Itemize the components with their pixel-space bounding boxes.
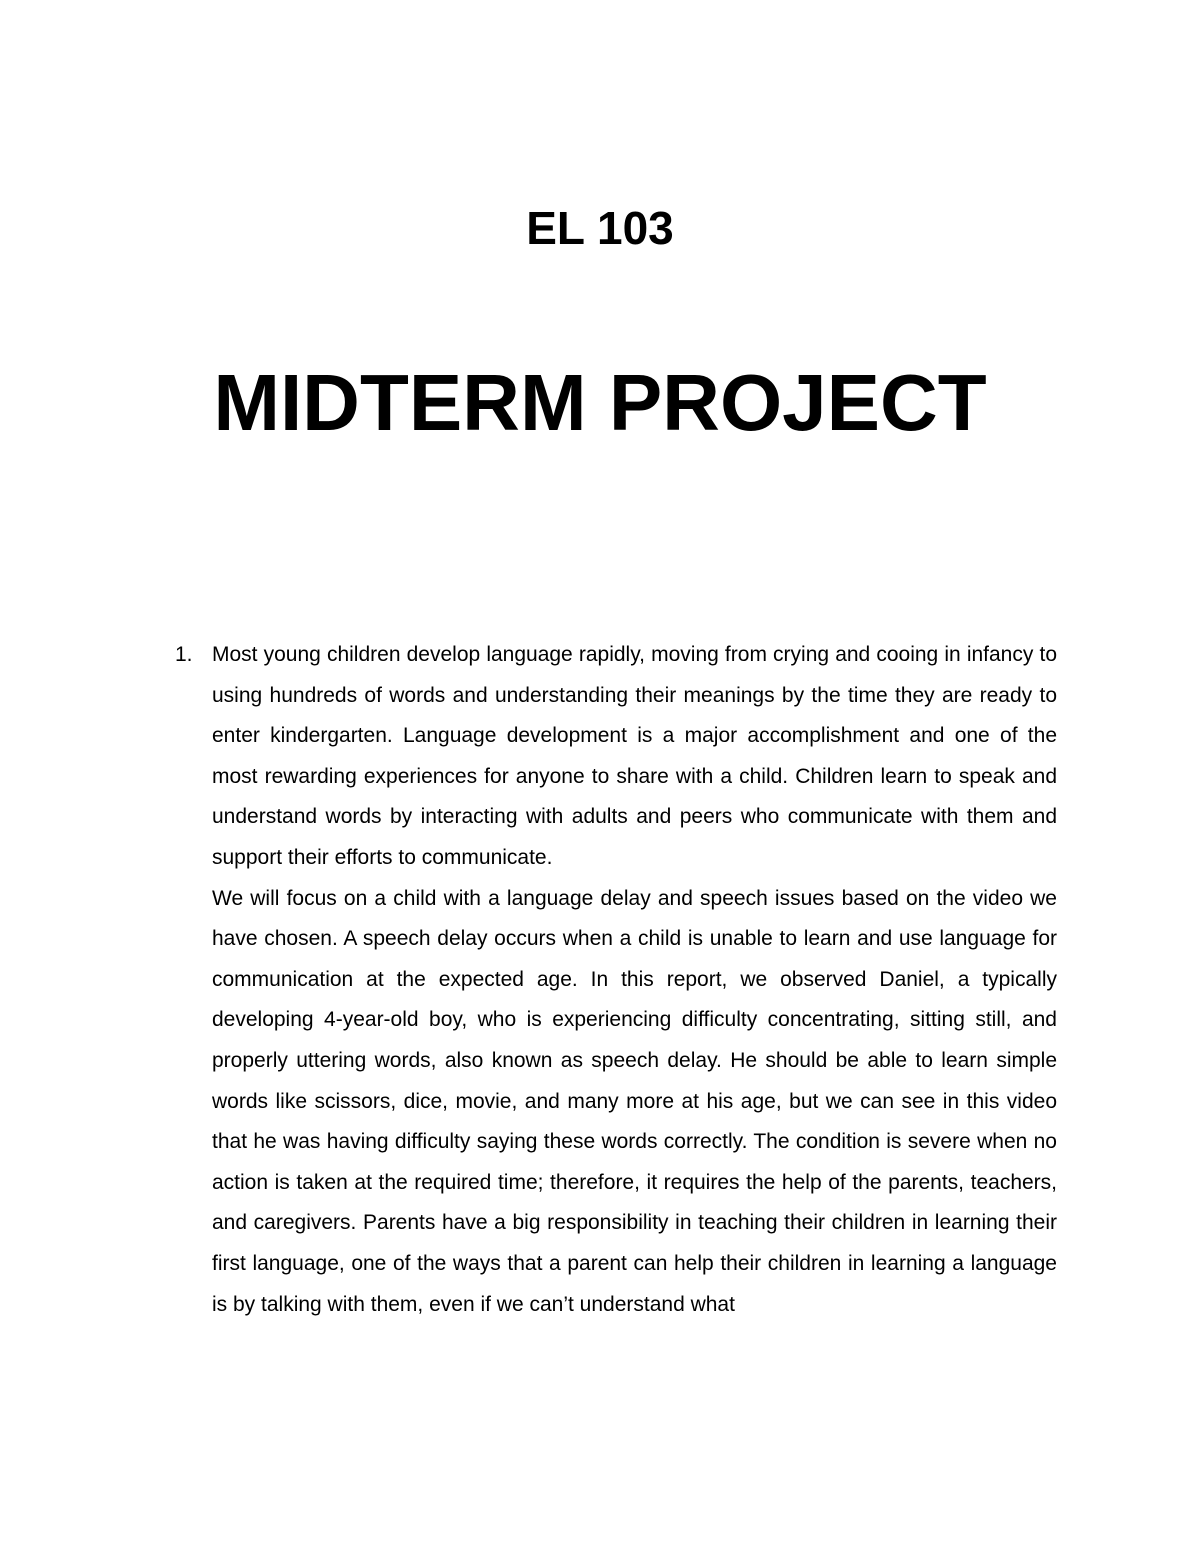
course-code: EL 103 [526,202,674,254]
list-item-number: 1. [175,643,193,666]
page-title: MIDTERM PROJECT [213,358,987,447]
list-item-body [212,635,1057,1325]
paragraph-1: Most young children develop language rapidly, moving from crying and cooing in infancy to using hundreds of words and understanding their meanings by the time they are ready to enter kindergarten. Language development is a major accomplishment and one of the most rewarding experiences for anyone to share with a child. Children learn to speak and understand words by interacting with adults and peers who communicate with them and support their efforts to communicate. [212,643,1057,869]
paragraph-2: We will focus on a child with a language delay and speech issues based on the video we have chosen. A speech delay occurs when a child is unable to learn and use language for communication at the expected age. In this report, we observed Daniel, a typically developing 4-year-old boy, who is experiencing difficulty concentrating, sitting still, and properly uttering words, also known as speech delay. He should be able to learn simple words like scissors, dice, movie, and many more at his age, but we can see in this video that he was having difficulty saying these words correctly. The condition is severe when no action is taken at the required time; therefore, it requires the help of the parents, teachers, and caregivers. Parents have a big responsibility in teaching their children in learning their first language, one of the ways that a parent can help their children in learning a language is by talking with them, even if we can’t understand what [212,886,1057,1316]
